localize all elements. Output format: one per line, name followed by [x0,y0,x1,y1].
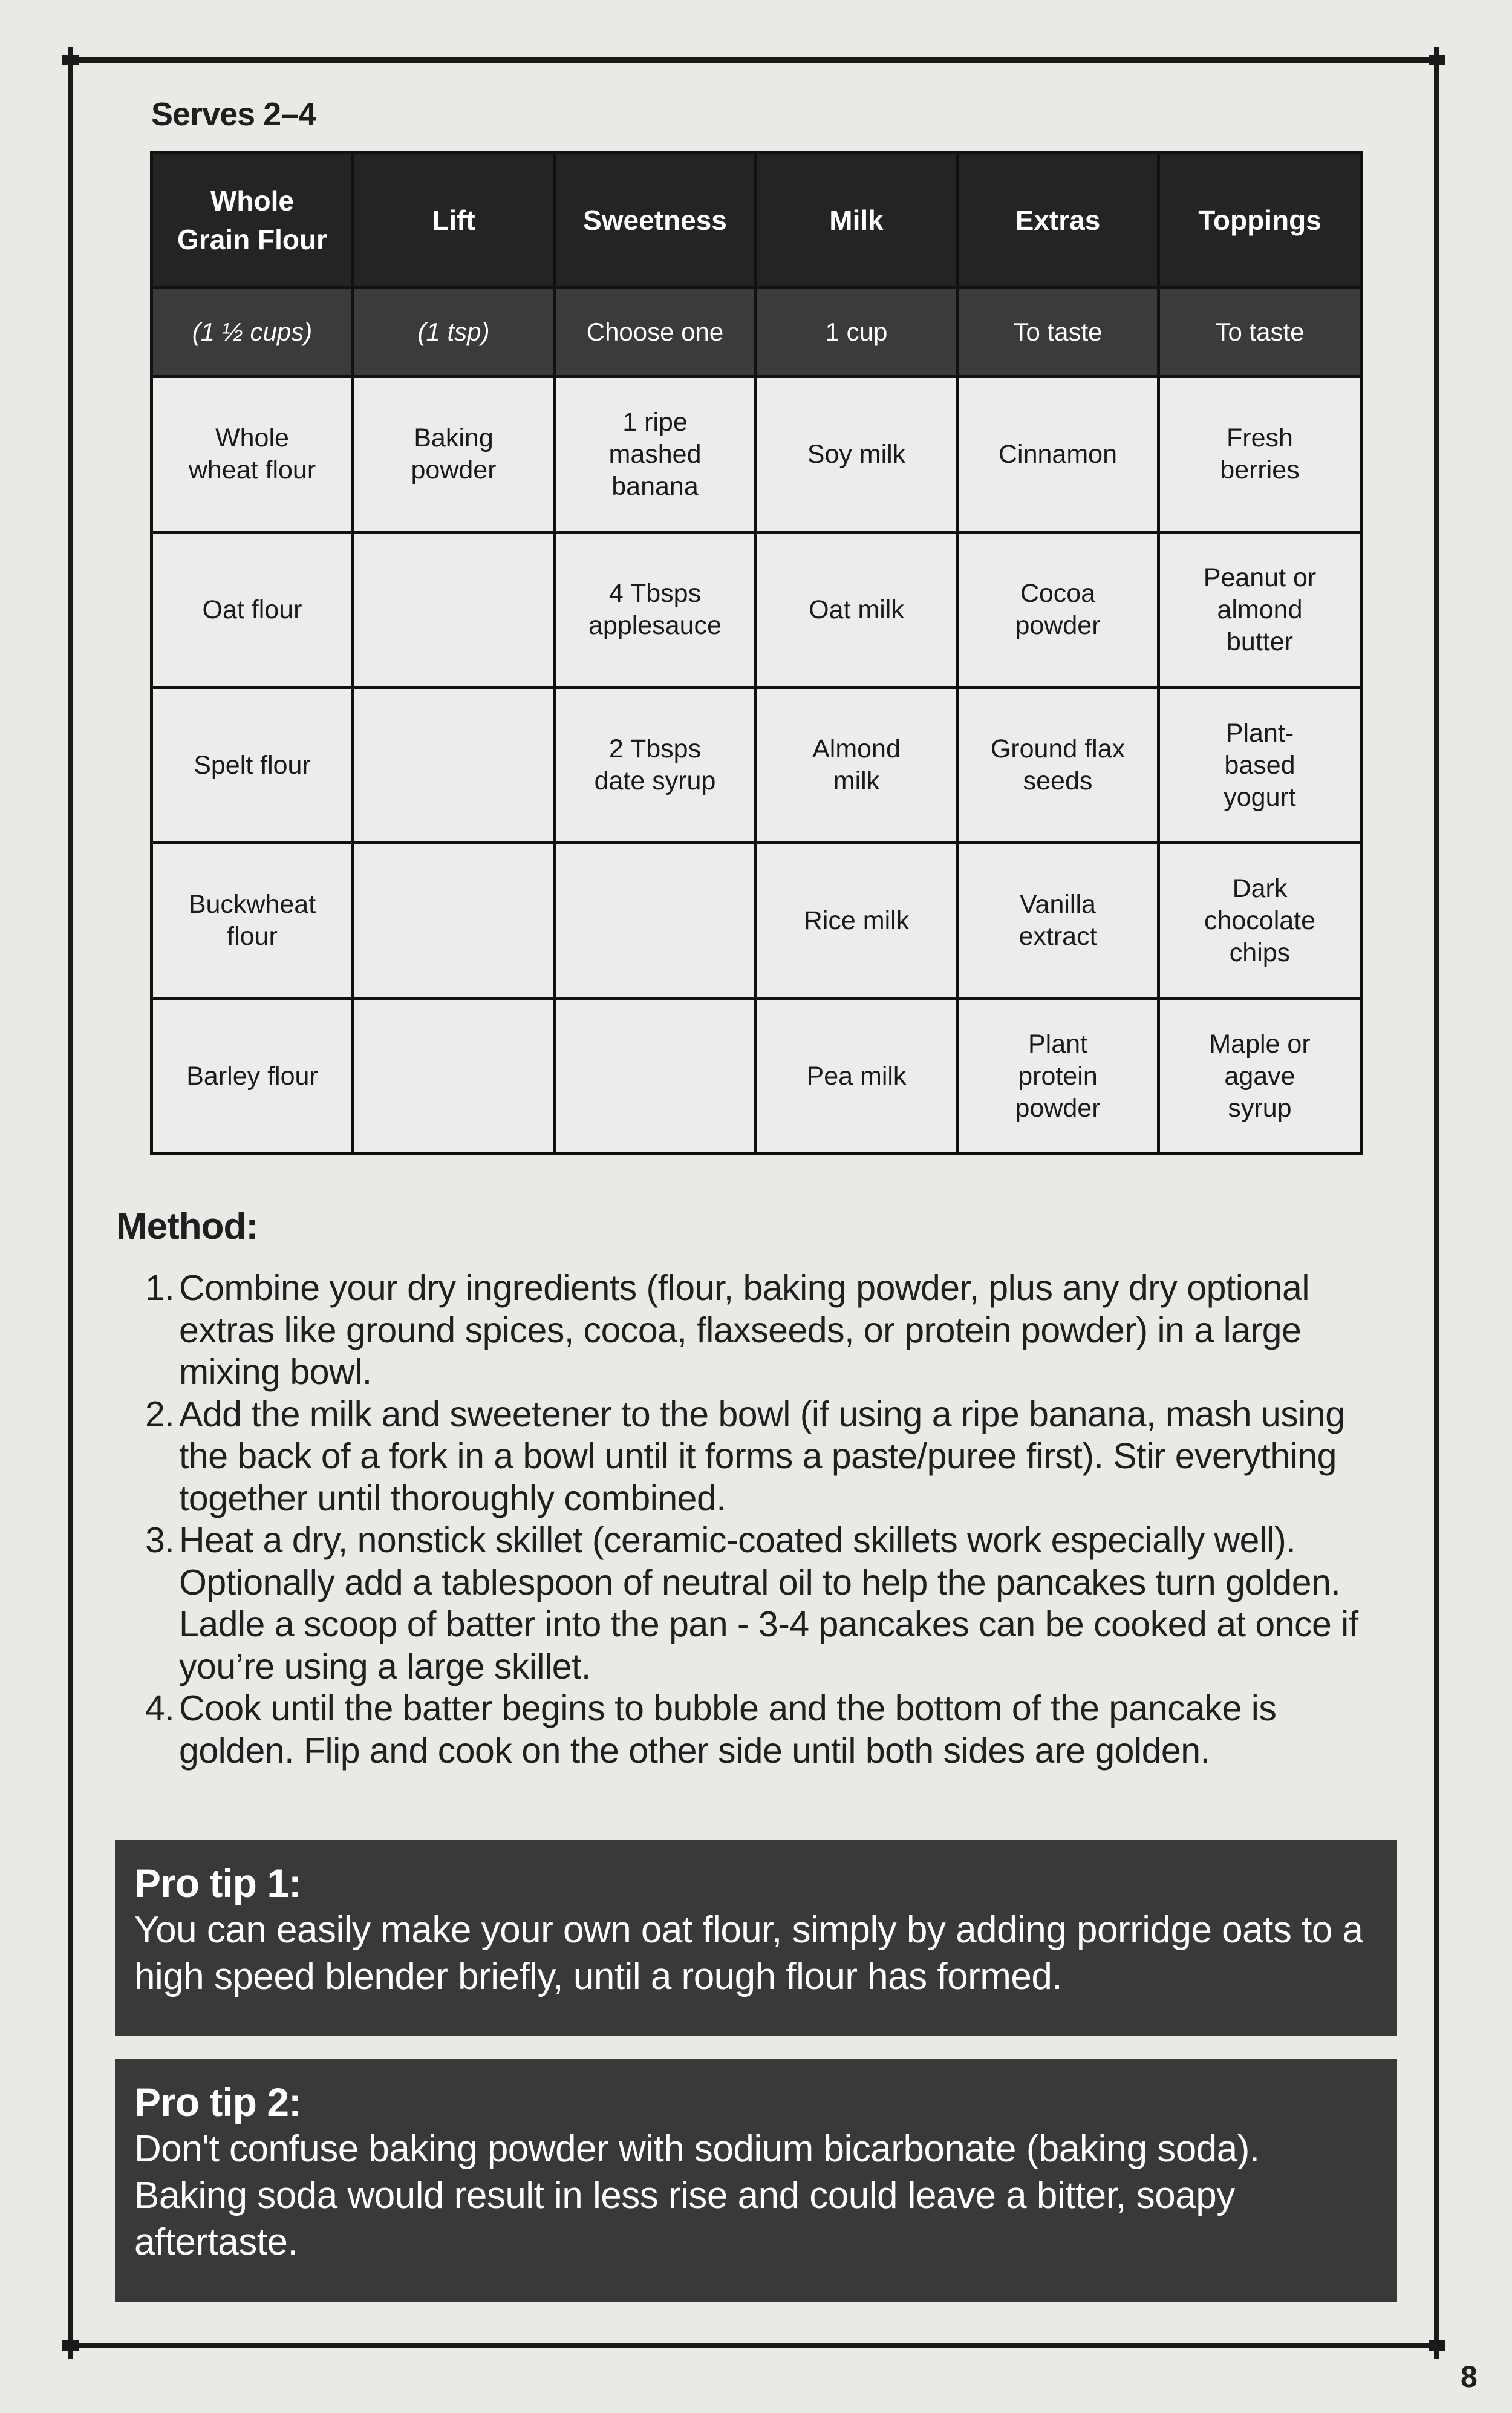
table-cell: Choose one [555,287,756,377]
method-step [145,1520,1397,1688]
table-cell: 1 cup [756,287,957,377]
table-cell: Plant protein powder [957,999,1159,1154]
table-cell: Soy milk [756,377,957,532]
table-cell: Barley flour [152,999,353,1154]
pro-tip-1-box [115,1840,1397,2036]
table-cell: 2 Tbsps date syrup [555,688,756,843]
method-title: Method: [116,1206,258,1247]
amounts-row [152,287,1361,377]
table-cell: To taste [957,287,1159,377]
method-step [145,1267,1397,1394]
table-cell: Vanilla extract [957,843,1159,999]
table-header-row [152,153,1361,287]
frame-left-line [68,47,73,2359]
table-cell: Baking powder [353,377,555,532]
frame-bottom-line [67,2343,1445,2348]
frame-right-line [1434,47,1439,2359]
table-row [152,999,1361,1154]
table-cell: Spelt flour [152,688,353,843]
table-cell: Pea milk [756,999,957,1154]
pro-tip-title: Pro tip 1: [134,1861,302,1905]
pro-tip-text: You can easily make your own oat flour, simply by adding porridge oats to a high speed blender briefly, until a rough flour has formed. [134,1909,1363,1997]
frame-corner-mark [1429,55,1445,65]
step-number: 2. [145,1394,175,1434]
pro-tip-text: Don't confuse baking powder with sodium bicarbonate (baking soda). Baking soda would result in less rise and could leave a bitter, soapy aftertaste. [134,2128,1260,2263]
pro-tip-2-box [115,2059,1397,2302]
header-milk: Milk [756,153,957,287]
step-text: Combine your dry ingredients (flour, baking powder, plus any dry optional extras like ground spices, cocoa, flaxseeds, or protein powder) in a large mixing bowl. [179,1268,1309,1392]
table-cell: Oat flour [152,532,353,688]
step-number: 3. [145,1520,175,1560]
table-cell: Plant- based yogurt [1159,688,1361,843]
pro-tip-title: Pro tip 2: [134,2080,302,2124]
table-cell: Whole wheat flour [152,377,353,532]
table-cell: To taste [1159,287,1361,377]
table-cell: Fresh berries [1159,377,1361,532]
method-step [145,1394,1397,1520]
table-cell: Peanut or almond butter [1159,532,1361,688]
frame-corner-mark [1429,2340,1445,2351]
table-cell: Cinnamon [957,377,1159,532]
frame-corner-mark [62,2340,79,2351]
ingredients-table [150,151,1363,1155]
table-cell: 4 Tbsps applesauce [555,532,756,688]
table-row [152,377,1361,532]
header-extras: Extras [957,153,1159,287]
table-cell: Ground flax seeds [957,688,1159,843]
table-cell: (1 ½ cups) [152,287,353,377]
table-row [152,843,1361,999]
table-cell: (1 tsp) [353,287,555,377]
table-cell: Maple or agave syrup [1159,999,1361,1154]
header-toppings: Toppings [1159,153,1361,287]
method-step [145,1688,1397,1772]
step-number: 4. [145,1688,175,1728]
step-text: Heat a dry, nonstick skillet (ceramic-coated skillets work especially well). Optionally add a tablespoon of neutral oil to help the pancakes turn golden. Ladle a scoop of batter into the pan - 3-4 pancakes can be cooked at once if you’re using a large skillet. [179,1520,1358,1686]
table-row [152,532,1361,688]
method-steps-list [145,1267,1397,1772]
step-text: Cook until the batter begins to bubble and the bottom of the pancake is golden. Flip and cook on the other side until both sides are golden. [179,1688,1277,1771]
table-cell: Oat milk [756,532,957,688]
table-cell: 1 ripe mashed banana [555,377,756,532]
header-lift: Lift [353,153,555,287]
table-cell: Rice milk [756,843,957,999]
table-cell: Almond milk [756,688,957,843]
header-sweetness: Sweetness [555,153,756,287]
table-cell [555,843,756,999]
table-cell: Buckwheat flour [152,843,353,999]
header-whole-grain-flour: Whole Grain Flour [152,153,353,287]
frame-corner-mark [62,55,79,65]
frame-top-line [67,57,1445,63]
table-cell [353,843,555,999]
serves-label: Serves 2–4 [151,96,316,132]
table-cell: Cocoa powder [957,532,1159,688]
step-number: 1. [145,1268,175,1308]
table-cell [353,532,555,688]
table-cell [353,999,555,1154]
table-cell: Dark chocolate chips [1159,843,1361,999]
page-number: 8 [1461,2360,1478,2394]
table-row [152,688,1361,843]
table-cell [555,999,756,1154]
step-text: Add the milk and sweetener to the bowl (if using a ripe banana, mash using the back of a fork in a bowl until it forms a paste/puree first). Stir everything together until thoroughly combined. [179,1394,1345,1518]
table-cell [353,688,555,843]
